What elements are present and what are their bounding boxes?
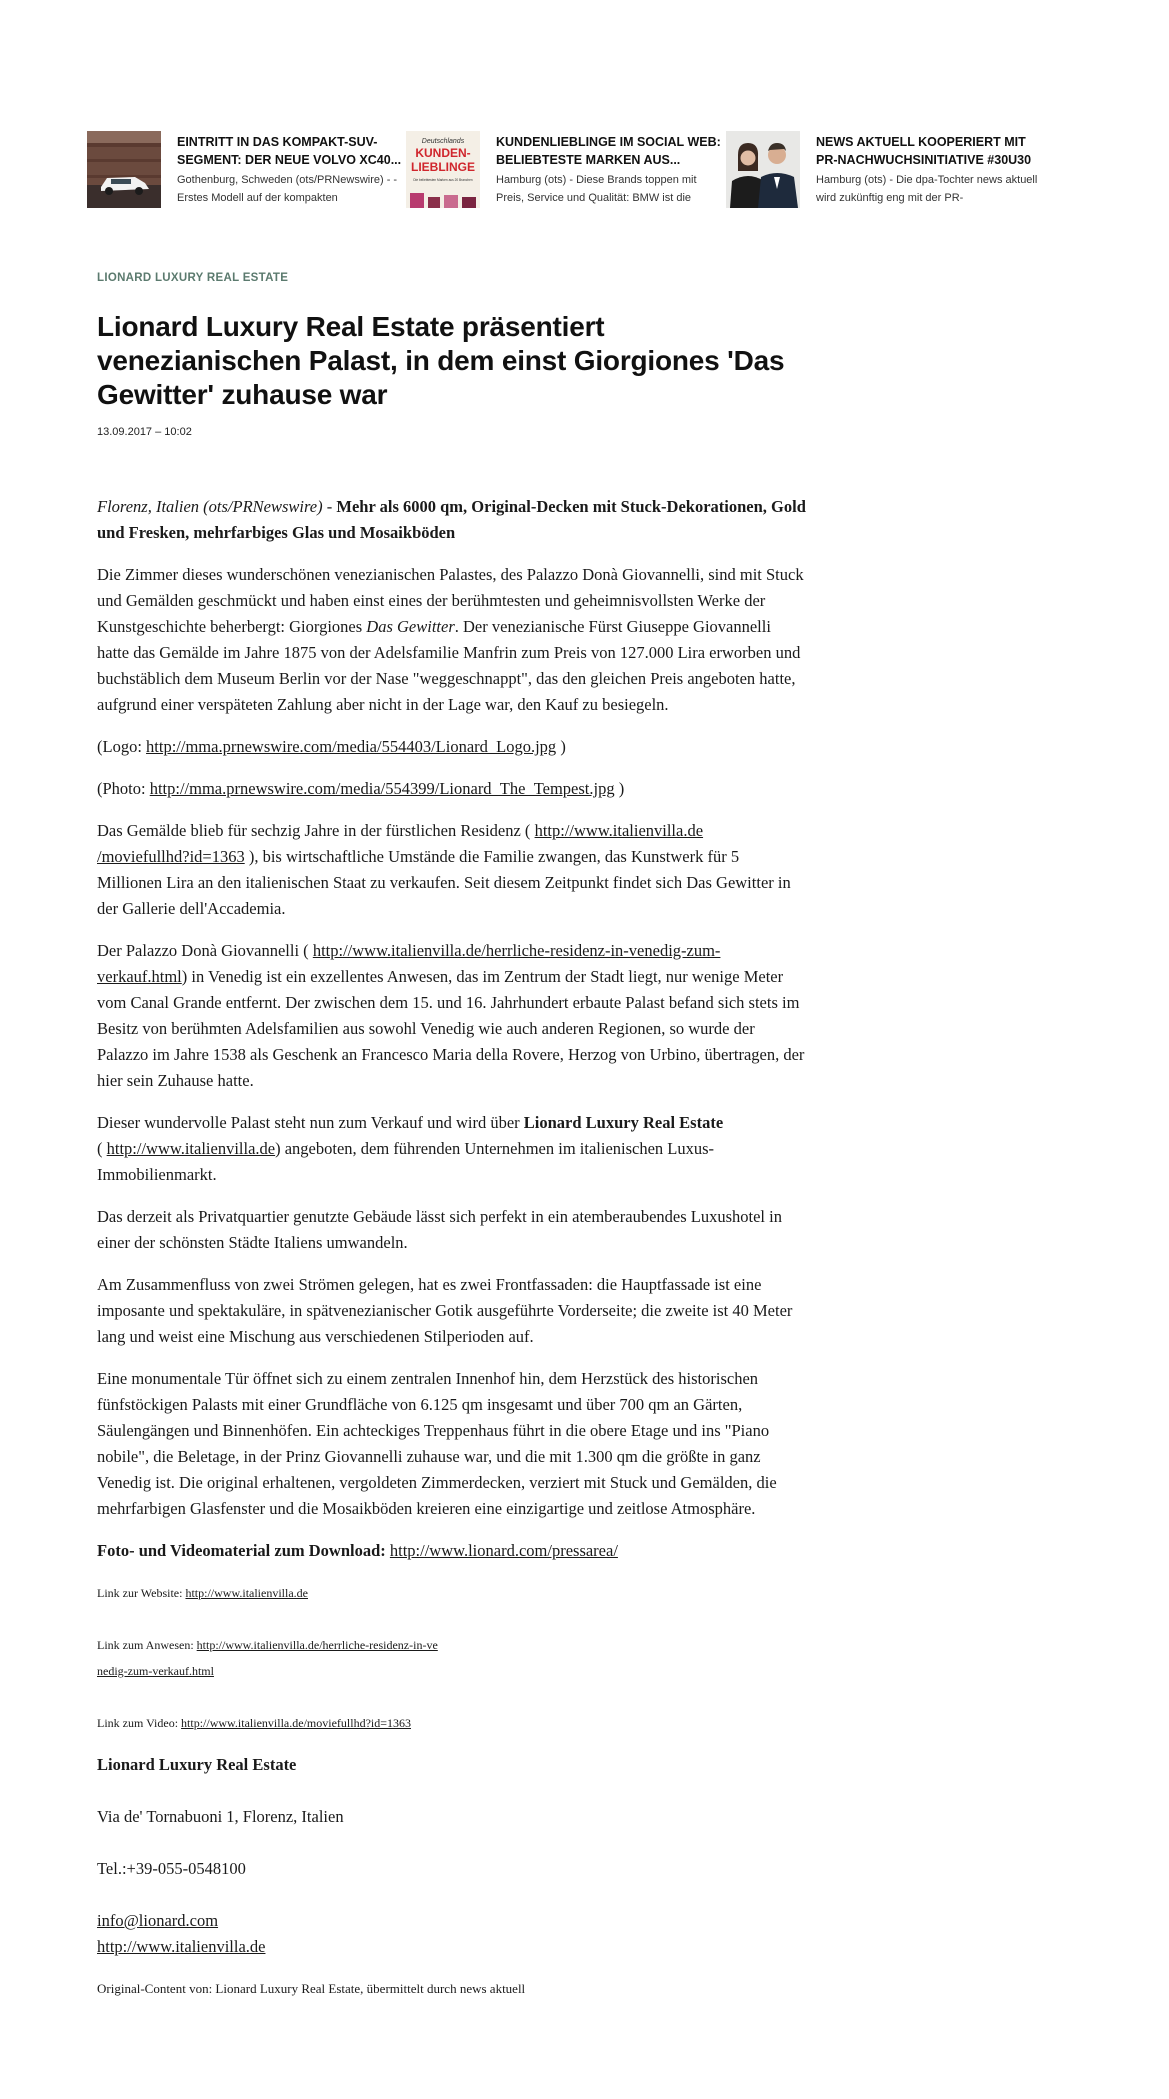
original-content-note: Original-Content von: Lionard Luxury Real Estate, übermittelt durch news aktuell (97, 1981, 526, 1996)
paragraph-1-text-b: . Der venezianische Fürst Giuseppe Giovannelli hatte das Gemälde im Jahre 1875 von der Adelsfamilie Manfrin zum Preis von 127.000 Lira erworben und buchstäblich dem Museum Berlin vor der Nase "weggeschnappt", das den gleichen Preis angeboten hatte, aufgrund einer verspäteten Zahlung aber nicht in der Lage war, den Kauf zu besiegeln. (97, 617, 801, 714)
contact-phone: Tel.:+39-055-0548100 (97, 1859, 246, 1878)
lead-paragraph (97, 494, 807, 546)
paragraph-4-text-c: ) angeboten, dem führenden Unternehmen im italienischen Luxus-Immobilienmarkt. (97, 1139, 715, 1184)
paragraph-2-text-a: Das Gemälde blieb für sechzig Jahre in der fürstlichen Residenz ( (97, 821, 535, 840)
property-link[interactable]: http://www.italienvilla.de/herrliche-residenz-in-venedig-zum-verkauf.html (97, 941, 721, 986)
paragraph-6: Am Zusammenfluss von zwei Strömen gelegen, hat es zwei Frontfassaden: die Hauptfassade ist eine imposante und spektakuläre, in spätvenezianischer Gotik ausgeführte Vorderseite; die zweite ist 40 Meter lang und weist eine Mischung aus verschiedenen Stilperioden auf. (97, 1275, 793, 1346)
website-link-line (97, 1580, 807, 1606)
paragraph-3 (97, 938, 807, 1094)
cover-line-4: Die beliebtesten Marken aus 20 Branchen (413, 178, 473, 182)
paragraph-2 (97, 818, 807, 922)
lead-bold: Mehr als 6000 qm, Original-Decken mit Stuck-Dekorationen, Gold und Fresken, mehrfarbiges Glas und Mosaikböden (97, 497, 806, 542)
paragraph-4-bold: Lionard Luxury Real Estate (523, 1113, 724, 1132)
residence-video-link-part-1[interactable]: http://www.italienvilla.de (534, 821, 704, 840)
photo-link[interactable]: http://mma.prnewswire.com/media/554399/Lionard_The_Tempest.jpg (149, 779, 615, 798)
cover-line-2: KUNDEN- (415, 146, 471, 160)
paragraph-5: Das derzeit als Privatquartier genutzte Gebäude lässt sich perfekt in ein atemberaubendes Luxushotel in einer der schönsten Städte Italiens umwandeln. (97, 1207, 782, 1252)
teaser-excerpt: Gothenburg, Schweden (ots/PRNewswire) - - Erstes Modell auf der kompakten (177, 174, 398, 204)
paragraph-3-text-a: Der Palazzo Donà Giovannelli ( (97, 941, 313, 960)
website-label: Link zur Website: (97, 1586, 186, 1600)
download-label: Foto- und Videomaterial zum Download: (97, 1541, 386, 1560)
lead-location: Florenz, Italien (ots/PRNewswire) (97, 497, 323, 516)
anwesen-label: Link zum Anwesen: (97, 1638, 197, 1652)
photo-paragraph (97, 776, 807, 802)
teaser-volvo-image[interactable] (87, 131, 161, 208)
photo-suffix: ) (614, 779, 625, 798)
paragraph-3-text-b: ) in Venedig ist ein exzellentes Anwesen, das im Zentrum der Stadt liegt, nur wenige Meter vom Canal Grande entfernt. Der zwischen dem 15. und 16. Jahrhundert erbaute Palast befand sich stets im Besitz von berühmten Adelsfamilien aus sowohl Venedig wie auch anderen Regionen, so wurde der Palazzo im Jahre 1538 als Geschenk an Francesco Maria della Rovere, Herzog von Urbino, übertragen, der hier sein Zuhause hatte. (97, 967, 805, 1090)
anwesen-link-line (97, 1632, 807, 1684)
teaser-title[interactable]: KUNDENLIEBLINGE IM SOCIAL WEB: BELIEBTESTE MARKEN AUS... (496, 135, 721, 167)
video-label: Link zum Video: (97, 1716, 182, 1730)
paragraph-7: Eine monumentale Tür öffnet sich zu einem zentralen Innenhof hin, dem Herzstück des historischen fünfstöckigen Palasts mit einer Grundfläche von 6.125 qm insgesamt und über 700 qm an Gärten, Säulengängen und Binnenhöfen. Ein achteckiges Treppenhaus führt in die obere Etage und ins "Piano nobile", die Beletage, in der Prinz Giovannelli zuhause war, und die mit 1.300 qm die größte in ganz Venedig ist. Die original erhaltenen, vergoldeten Zimmerdecken, verziert mit Stuck und Gemälden, die mehrfarbigen Glasfenster und die Mosaikböden kreieren eine einzigartige und zeitlose Atmosphäre. (97, 1369, 777, 1518)
photo-prefix: (Photo: (97, 779, 150, 798)
contact-email-link[interactable]: info@lionard.com (97, 1911, 219, 1930)
paragraph-4-text-b: ( (97, 1139, 107, 1158)
article-kicker[interactable]: LIONARD LUXURY REAL ESTATE (97, 272, 289, 284)
related-news-strip (87, 131, 1038, 208)
anwesen-link-part-2[interactable]: nedig-zum-verkauf.html (97, 1664, 214, 1678)
logo-paragraph (97, 734, 807, 760)
residence-video-link-part-2[interactable]: /moviefullhd?id=1363 (97, 847, 245, 866)
contact-name-line (97, 1752, 807, 1778)
anwesen-link-part-1[interactable]: http://www.italienvilla.de/herrliche-residenz-in-ve (196, 1638, 438, 1652)
paragraph-1-text-a: Die Zimmer dieses wunderschönen venezianischen Palastes, des Palazzo Donà Giovannelli, sind mit Stuck und Gemälden geschmückt und haben einst eines der berühmtesten und geheimnisvollsten Werke der Kunstgeschichte beherbergt: Giorgiones (97, 565, 804, 636)
contact-links (97, 1908, 807, 1960)
cover-line-1: Deutschlands (421, 138, 465, 145)
teaser-excerpt: Hamburg (ots) - Die dpa-Tochter news aktuell wird zukünftig eng mit der PR- (816, 174, 1038, 204)
contact-name: Lionard Luxury Real Estate (97, 1755, 297, 1774)
teaser-magazine-cover-image[interactable] (406, 131, 480, 208)
paragraph-4 (97, 1110, 807, 1188)
teaser-news-aktuell[interactable] (726, 131, 1046, 208)
paragraph-1-italic: Das Gewitter (366, 617, 455, 636)
video-link[interactable]: http://www.italienvilla.de/moviefullhd?id=1363 (181, 1716, 411, 1730)
teaser-people-image[interactable] (726, 131, 800, 208)
article-date: 13.09.2017 – 10:02 (97, 426, 192, 438)
contact-web-link[interactable]: http://www.italienvilla.de (97, 1937, 266, 1956)
article-body (97, 494, 807, 2002)
teaser-title[interactable]: NEWS AKTUELL KOOPERIERT MIT PR-NACHWUCHSINITIATIVE #30U30 (816, 135, 1032, 167)
teaser-kundenlieblinge[interactable] (406, 131, 726, 208)
teaser-excerpt: Hamburg (ots) - Diese Brands toppen mit Preis, Service und Qualität: BMW ist die (496, 174, 697, 204)
article-headline: Lionard Luxury Real Estate präsentiert venezianischen Palast, in dem einst Giorgiones 'Das Gewitter' zuhause war (97, 311, 785, 410)
logo-suffix: ) (556, 737, 566, 756)
download-link[interactable]: http://www.lionard.com/pressarea/ (389, 1541, 618, 1560)
teaser-volvo[interactable] (87, 131, 407, 208)
article (97, 272, 807, 2002)
paragraph-1 (97, 562, 807, 718)
download-paragraph (97, 1538, 807, 1564)
cover-line-3: LIEBLINGE (410, 160, 476, 174)
paragraph-4-text-a: Dieser wundervolle Palast steht nun zum Verkauf und wird über (97, 1113, 524, 1132)
website-link[interactable]: http://www.italienvilla.de (185, 1586, 308, 1600)
logo-prefix: (Logo: (97, 737, 147, 756)
teaser-title[interactable]: EINTRITT IN DAS KOMPAKT-SUV-SEGMENT: DER NEUE VOLVO XC40... (177, 135, 402, 167)
italienvilla-link[interactable]: http://www.italienvilla.de (106, 1139, 276, 1158)
lead-separator: - (322, 497, 337, 516)
logo-link[interactable]: http://mma.prnewswire.com/media/554403/Lionard_Logo.jpg (146, 737, 557, 756)
contact-block (97, 1752, 807, 1960)
paragraph-2-text-b: ), bis wirtschaftliche Umstände die Familie zwangen, das Kunstwerk für 5 Millionen Lira an den italienischen Staat zu verkaufen. Seit diesem Zeitpunkt findet sich Das Gewitter in der Gallerie dell'Accademia. (97, 847, 791, 918)
video-link-line (97, 1710, 807, 1736)
contact-address: Via de' Tornabuoni 1, Florenz, Italien (97, 1807, 344, 1826)
